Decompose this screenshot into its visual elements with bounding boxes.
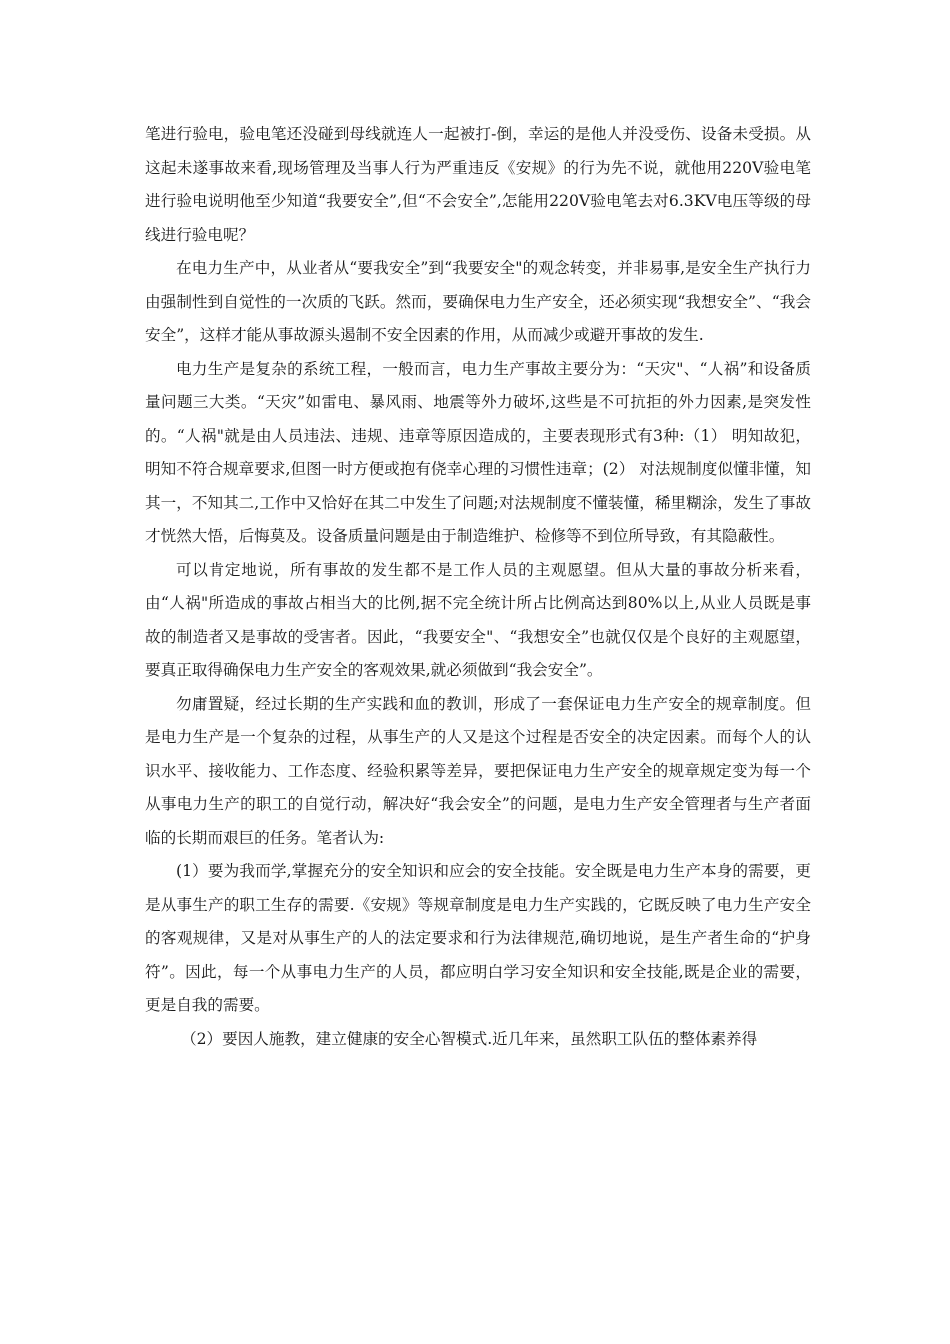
paragraph-5: 勿庸置疑，经过长期的生产实践和血的教训，形成了一套保证电力生产安全的规章制度。但是电力生产是一个复杂的过程，从事生产的人又是这个过程是否安全的决定因素。而每个人的认识水平、接收能力、工作态度、经验积累等差异，要把保证电力生产安全的规章规定变为每一个从事电力生产的职工的自觉行动，解决好“我会安全”的问题，是电力生产安全管理者与生产者面临的长期而艰巨的任务。笔者认为: [145, 694, 811, 847]
document-body [145, 118, 811, 1056]
paragraph-4: 可以肯定地说，所有事故的发生都不是工作人员的主观愿望。但从大量的事故分析来看，由“人祸"所造成的事故占相当大的比例,据不完全统计所占比例高达到80%以上,从业人员既是事故的制造者又是事故的受害者。因此，“我要安全"、“我想安全”也就仅仅是个良好的主观愿望，要真正取得确保电力生产安全的客观效果,就必须做到“我会安全”。 [145, 560, 811, 679]
paragraph-7: （2）要因人施教，建立健康的安全心智模式.近几年来，虽然职工队伍的整体素养得 [181, 1029, 758, 1048]
paragraph-6: (1）要为我而学,掌握充分的安全知识和应会的安全技能。安全既是电力生产本身的需要，更是从事生产的职工生存的需要.《安规》等规章制度是电力生产实践的，它既反映了电力生产安全的客观规律，又是对从事生产的人的法定要求和行为法律规范,确切地说，是生产者生命的“护身符”。因此，每一个从事电力生产的人员，都应明白学习安全知识和安全技能,既是企业的需要，更是自我的需要。 [145, 862, 811, 1014]
paragraph-3: 电力生产是复杂的系统工程，一般而言，电力生产事故主要分为：“天灾"、“人祸”和设备质量问题三大类。“天灾”如雷电、暴风雨、地震等外力破坏,这些是不可抗拒的外力因素,是突发性的。“人祸"就是由人员违法、违规、违章等原因造成的，主要表现形式有3种:（1） 明知故犯，明知不符合规章要求,但图一时方便或抱有侥幸心理的习惯性违章；(2） 对法规制度似懂非懂，知其一，不知其二,工作中又恰好在其二中发生了问题;对法规制度不懂装懂，稀里糊涂，发生了事故才恍然大悟，后悔莫及。设备质量问题是由于制造维护、检修等不到位所导致，有其隐蔽性。 [145, 359, 811, 545]
paragraph-1: 笔进行验电，验电笔还没碰到母线就连人一起被打-倒，幸运的是他人并没受伤、设备未受损。从这起未遂事故来看,现场管理及当事人行为严重违反《安规》的行为先不说，就他用220V验电笔进行验电说明他至少知道“我要安全”,但“不会安全”,怎能用220V验电笔去对6.3KV电压等级的母线进行验电呢？ [145, 125, 811, 244]
paragraph-2: 在电力生产中，从业者从“要我安全”到“我要安全"的观念转变，并非易事,是安全生产执行力由强制性到自觉性的一次质的飞跃。然而，要确保电力生产安全，还必须实现“我想安全”、“我会安全”，这样才能从事故源头遏制不安全因素的作用，从而减少或避开事故的发生. [145, 259, 811, 344]
